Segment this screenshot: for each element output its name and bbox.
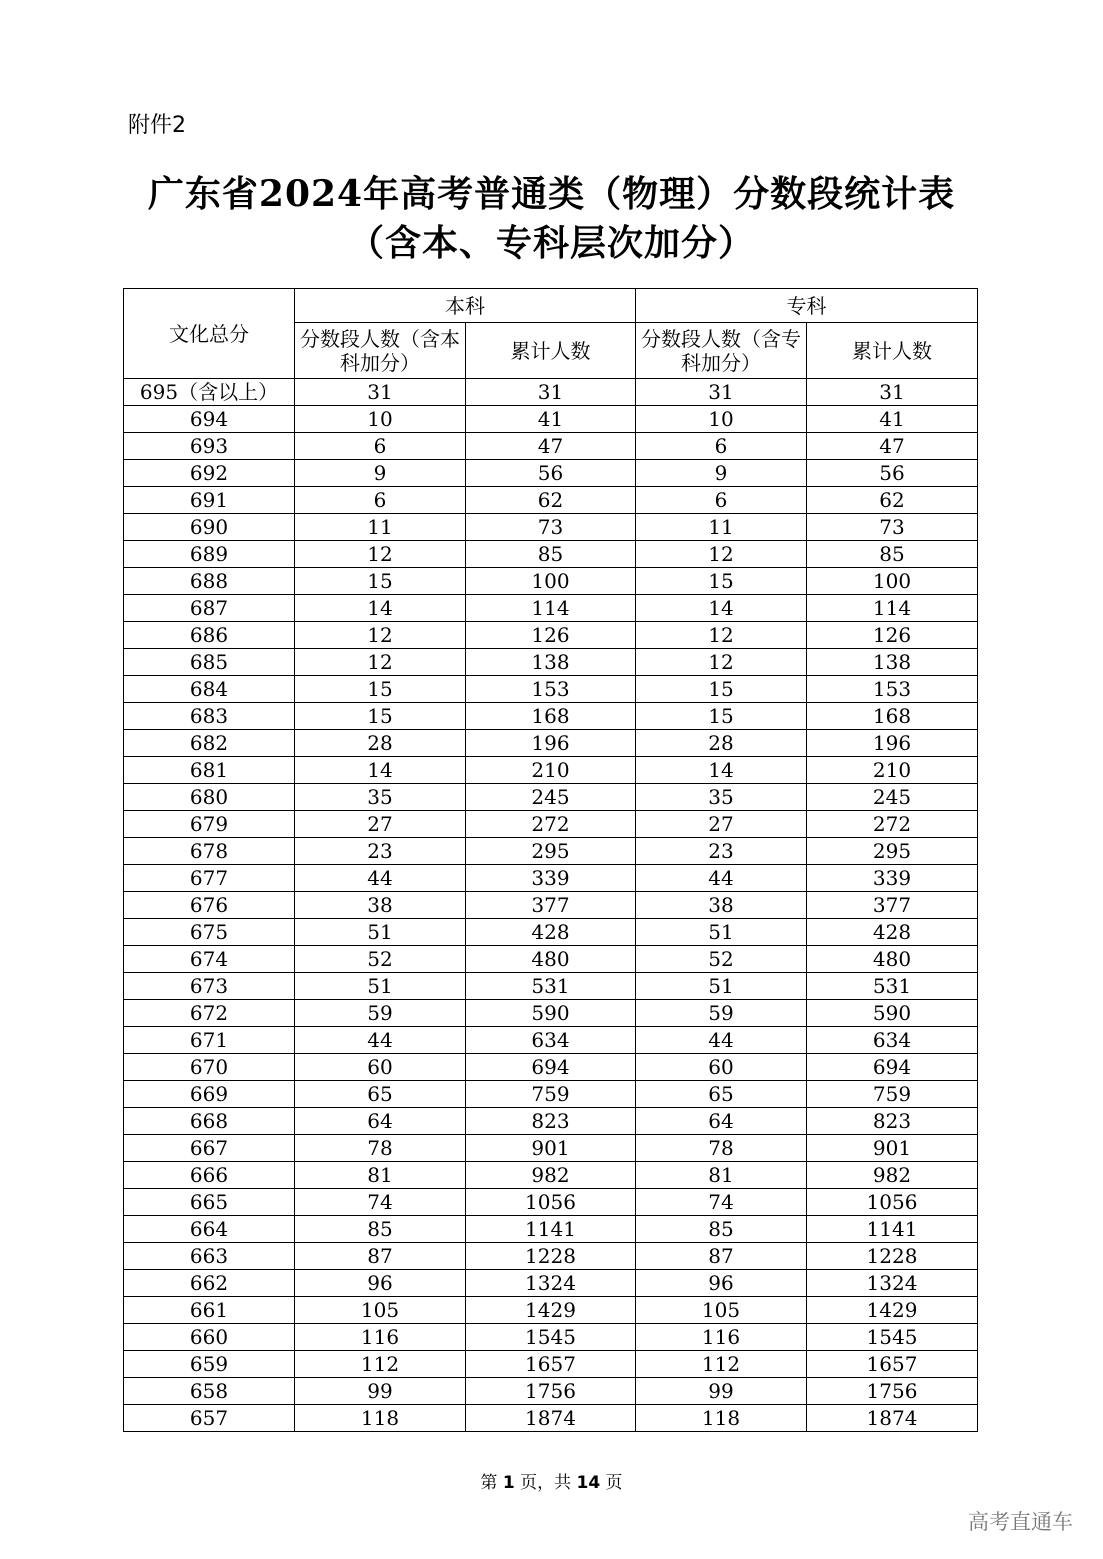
cell-undergrad-cumulative: 56 (466, 460, 636, 487)
cell-junior-count: 14 (636, 757, 807, 784)
cell-undergrad-count: 12 (295, 649, 466, 676)
cell-score: 682 (124, 730, 295, 757)
cell-undergrad-cumulative: 1056 (466, 1189, 636, 1216)
cell-junior-cumulative: 1756 (807, 1378, 978, 1405)
cell-junior-cumulative: 1874 (807, 1405, 978, 1432)
table-row (124, 1405, 978, 1432)
cell-junior-count: 81 (636, 1162, 807, 1189)
cell-junior-cumulative: 1429 (807, 1297, 978, 1324)
cell-junior-cumulative: 62 (807, 487, 978, 514)
cell-junior-count: 74 (636, 1189, 807, 1216)
attachment-label: 附件2 (128, 113, 186, 138)
table-row (124, 757, 978, 784)
cell-junior-count: 12 (636, 649, 807, 676)
cell-junior-count: 105 (636, 1297, 807, 1324)
cell-undergrad-count: 81 (295, 1162, 466, 1189)
cell-score: 663 (124, 1243, 295, 1270)
page-total: 14 (576, 1473, 601, 1493)
cell-undergrad-cumulative: 982 (466, 1162, 636, 1189)
cell-undergrad-count: 14 (295, 595, 466, 622)
cell-undergrad-cumulative: 694 (466, 1054, 636, 1081)
table-row (124, 730, 978, 757)
cell-score: 662 (124, 1270, 295, 1297)
cell-junior-count: 31 (636, 379, 807, 406)
table-row (124, 649, 978, 676)
cell-junior-count: 11 (636, 514, 807, 541)
cell-score: 688 (124, 568, 295, 595)
cell-undergrad-cumulative: 634 (466, 1027, 636, 1054)
cell-junior-cumulative: 168 (807, 703, 978, 730)
cell-undergrad-cumulative: 339 (466, 865, 636, 892)
cell-score: 690 (124, 514, 295, 541)
cell-undergrad-count: 38 (295, 892, 466, 919)
cell-undergrad-count: 105 (295, 1297, 466, 1324)
cell-score: 693 (124, 433, 295, 460)
cell-undergrad-cumulative: 126 (466, 622, 636, 649)
cell-junior-cumulative: 377 (807, 892, 978, 919)
table-row (124, 838, 978, 865)
cell-score: 660 (124, 1324, 295, 1351)
cell-junior-count: 15 (636, 568, 807, 595)
cell-score: 677 (124, 865, 295, 892)
cell-score: 659 (124, 1351, 295, 1378)
cell-score: 684 (124, 676, 295, 703)
cell-junior-count: 6 (636, 487, 807, 514)
cell-score: 675 (124, 919, 295, 946)
cell-junior-cumulative: 153 (807, 676, 978, 703)
cell-junior-count: 9 (636, 460, 807, 487)
cell-junior-cumulative: 982 (807, 1162, 978, 1189)
cell-undergrad-count: 10 (295, 406, 466, 433)
cell-undergrad-count: 118 (295, 1405, 466, 1432)
cell-undergrad-cumulative: 196 (466, 730, 636, 757)
table-row (124, 1270, 978, 1297)
table-row (124, 406, 978, 433)
table-row (124, 487, 978, 514)
cell-undergrad-count: 6 (295, 487, 466, 514)
cell-score: 689 (124, 541, 295, 568)
cell-undergrad-count: 112 (295, 1351, 466, 1378)
cell-score: 669 (124, 1081, 295, 1108)
cell-undergrad-count: 15 (295, 568, 466, 595)
cell-junior-count: 87 (636, 1243, 807, 1270)
cell-score: 661 (124, 1297, 295, 1324)
cell-junior-cumulative: 634 (807, 1027, 978, 1054)
cell-junior-cumulative: 1056 (807, 1189, 978, 1216)
cell-undergrad-count: 116 (295, 1324, 466, 1351)
table-row (124, 1135, 978, 1162)
cell-junior-count: 6 (636, 433, 807, 460)
cell-score: 694 (124, 406, 295, 433)
cell-junior-count: 15 (636, 703, 807, 730)
cell-junior-cumulative: 759 (807, 1081, 978, 1108)
cell-junior-count: 96 (636, 1270, 807, 1297)
cell-score: 695（含以上） (124, 379, 295, 406)
cell-junior-count: 23 (636, 838, 807, 865)
table-row (124, 595, 978, 622)
cell-score: 674 (124, 946, 295, 973)
table-row (124, 784, 978, 811)
cell-undergrad-cumulative: 901 (466, 1135, 636, 1162)
cell-score: 686 (124, 622, 295, 649)
header-score: 文化总分 (124, 289, 295, 379)
cell-undergrad-cumulative: 272 (466, 811, 636, 838)
cell-undergrad-cumulative: 1874 (466, 1405, 636, 1432)
cell-undergrad-count: 15 (295, 703, 466, 730)
table-row (124, 1378, 978, 1405)
page-number: 1 (502, 1473, 515, 1493)
cell-undergrad-cumulative: 62 (466, 487, 636, 514)
cell-score: 678 (124, 838, 295, 865)
cell-score: 691 (124, 487, 295, 514)
cell-junior-count: 12 (636, 541, 807, 568)
cell-junior-count: 28 (636, 730, 807, 757)
cell-junior-count: 65 (636, 1081, 807, 1108)
cell-score: 676 (124, 892, 295, 919)
page-title: 广东省2024年高考普通类（物理）分数段统计表 (147, 173, 956, 215)
cell-undergrad-count: 65 (295, 1081, 466, 1108)
cell-score: 681 (124, 757, 295, 784)
cell-junior-count: 85 (636, 1216, 807, 1243)
table-row (124, 919, 978, 946)
cell-junior-count: 78 (636, 1135, 807, 1162)
cell-score: 657 (124, 1405, 295, 1432)
cell-junior-count: 52 (636, 946, 807, 973)
cell-undergrad-cumulative: 1324 (466, 1270, 636, 1297)
table-row (124, 1054, 978, 1081)
cell-undergrad-count: 14 (295, 757, 466, 784)
cell-score: 680 (124, 784, 295, 811)
cell-junior-cumulative: 47 (807, 433, 978, 460)
table-row (124, 379, 978, 406)
table-row (124, 811, 978, 838)
cell-junior-cumulative: 823 (807, 1108, 978, 1135)
cell-junior-cumulative: 1657 (807, 1351, 978, 1378)
table-row (124, 541, 978, 568)
cell-undergrad-cumulative: 73 (466, 514, 636, 541)
cell-undergrad-count: 9 (295, 460, 466, 487)
cell-undergrad-cumulative: 295 (466, 838, 636, 865)
cell-junior-count: 51 (636, 973, 807, 1000)
cell-junior-cumulative: 41 (807, 406, 978, 433)
cell-undergrad-count: 11 (295, 514, 466, 541)
cell-undergrad-cumulative: 153 (466, 676, 636, 703)
cell-score: 667 (124, 1135, 295, 1162)
cell-undergrad-cumulative: 759 (466, 1081, 636, 1108)
cell-score: 668 (124, 1108, 295, 1135)
table-row (124, 622, 978, 649)
cell-junior-count: 99 (636, 1378, 807, 1405)
cell-junior-cumulative: 126 (807, 622, 978, 649)
cell-junior-cumulative: 1324 (807, 1270, 978, 1297)
cell-score: 658 (124, 1378, 295, 1405)
table-row (124, 1243, 978, 1270)
cell-score: 685 (124, 649, 295, 676)
cell-junior-count: 14 (636, 595, 807, 622)
cell-undergrad-count: 99 (295, 1378, 466, 1405)
header-junior-cumulative: 累计人数 (807, 323, 978, 379)
cell-junior-cumulative: 245 (807, 784, 978, 811)
page-footer: 第 1 页，共 14 页 (480, 1473, 623, 1493)
table-row (124, 1351, 978, 1378)
cell-junior-cumulative: 1228 (807, 1243, 978, 1270)
cell-junior-cumulative: 210 (807, 757, 978, 784)
table-row (124, 1000, 978, 1027)
header-undergrad: 本科 (295, 289, 636, 323)
cell-junior-cumulative: 1141 (807, 1216, 978, 1243)
cell-undergrad-cumulative: 210 (466, 757, 636, 784)
table-row (124, 1189, 978, 1216)
cell-junior-cumulative: 480 (807, 946, 978, 973)
cell-undergrad-count: 78 (295, 1135, 466, 1162)
cell-undergrad-count: 6 (295, 433, 466, 460)
cell-undergrad-cumulative: 1756 (466, 1378, 636, 1405)
cell-undergrad-count: 60 (295, 1054, 466, 1081)
cell-junior-cumulative: 56 (807, 460, 978, 487)
cell-undergrad-cumulative: 1429 (466, 1297, 636, 1324)
cell-undergrad-count: 23 (295, 838, 466, 865)
cell-undergrad-cumulative: 590 (466, 1000, 636, 1027)
cell-junior-count: 51 (636, 919, 807, 946)
table-body (124, 379, 978, 1432)
cell-junior-cumulative: 100 (807, 568, 978, 595)
cell-junior-count: 44 (636, 1027, 807, 1054)
cell-junior-count: 38 (636, 892, 807, 919)
cell-undergrad-count: 64 (295, 1108, 466, 1135)
table-row (124, 460, 978, 487)
cell-undergrad-cumulative: 1141 (466, 1216, 636, 1243)
cell-undergrad-cumulative: 31 (466, 379, 636, 406)
table-row (124, 1027, 978, 1054)
cell-undergrad-cumulative: 245 (466, 784, 636, 811)
cell-undergrad-count: 44 (295, 865, 466, 892)
cell-undergrad-cumulative: 41 (466, 406, 636, 433)
watermark: 高考直通车 (968, 1510, 1073, 1534)
cell-undergrad-cumulative: 85 (466, 541, 636, 568)
table-row (124, 514, 978, 541)
cell-junior-count: 15 (636, 676, 807, 703)
cell-junior-cumulative: 85 (807, 541, 978, 568)
cell-junior-count: 64 (636, 1108, 807, 1135)
cell-undergrad-count: 74 (295, 1189, 466, 1216)
table-row (124, 1324, 978, 1351)
cell-junior-count: 35 (636, 784, 807, 811)
cell-undergrad-cumulative: 114 (466, 595, 636, 622)
cell-undergrad-count: 96 (295, 1270, 466, 1297)
cell-undergrad-cumulative: 377 (466, 892, 636, 919)
table-row (124, 676, 978, 703)
cell-junior-cumulative: 694 (807, 1054, 978, 1081)
cell-score: 683 (124, 703, 295, 730)
header-junior: 专科 (636, 289, 978, 323)
cell-undergrad-count: 85 (295, 1216, 466, 1243)
cell-undergrad-cumulative: 480 (466, 946, 636, 973)
cell-junior-count: 59 (636, 1000, 807, 1027)
header-junior-count: 分数段人数（含专科加分） (636, 323, 807, 379)
cell-junior-cumulative: 196 (807, 730, 978, 757)
cell-junior-cumulative: 339 (807, 865, 978, 892)
cell-undergrad-count: 35 (295, 784, 466, 811)
cell-undergrad-count: 27 (295, 811, 466, 838)
cell-undergrad-count: 59 (295, 1000, 466, 1027)
cell-junior-count: 116 (636, 1324, 807, 1351)
cell-undergrad-cumulative: 138 (466, 649, 636, 676)
table-row (124, 1081, 978, 1108)
cell-junior-count: 118 (636, 1405, 807, 1432)
cell-undergrad-cumulative: 1545 (466, 1324, 636, 1351)
page-subtitle: （含本、专科层次加分） (347, 222, 755, 264)
cell-junior-cumulative: 295 (807, 838, 978, 865)
table-row (124, 892, 978, 919)
cell-undergrad-count: 44 (295, 1027, 466, 1054)
cell-undergrad-count: 28 (295, 730, 466, 757)
header-undergrad-count: 分数段人数（含本科加分） (295, 323, 466, 379)
cell-junior-count: 10 (636, 406, 807, 433)
cell-undergrad-count: 15 (295, 676, 466, 703)
cell-undergrad-count: 12 (295, 541, 466, 568)
cell-junior-cumulative: 590 (807, 1000, 978, 1027)
table-row (124, 1216, 978, 1243)
cell-score: 679 (124, 811, 295, 838)
cell-junior-cumulative: 428 (807, 919, 978, 946)
table-row (124, 973, 978, 1000)
cell-undergrad-cumulative: 428 (466, 919, 636, 946)
table-row (124, 865, 978, 892)
table-row (124, 1108, 978, 1135)
cell-junior-cumulative: 531 (807, 973, 978, 1000)
table-row (124, 1297, 978, 1324)
cell-undergrad-cumulative: 100 (466, 568, 636, 595)
cell-undergrad-cumulative: 1228 (466, 1243, 636, 1270)
cell-junior-cumulative: 1545 (807, 1324, 978, 1351)
cell-junior-count: 60 (636, 1054, 807, 1081)
header-undergrad-cumulative: 累计人数 (466, 323, 636, 379)
cell-score: 671 (124, 1027, 295, 1054)
cell-junior-count: 112 (636, 1351, 807, 1378)
cell-junior-cumulative: 73 (807, 514, 978, 541)
table-row (124, 433, 978, 460)
table-row (124, 946, 978, 973)
cell-undergrad-count: 31 (295, 379, 466, 406)
cell-score: 665 (124, 1189, 295, 1216)
cell-undergrad-count: 51 (295, 919, 466, 946)
cell-undergrad-count: 12 (295, 622, 466, 649)
table-row (124, 1162, 978, 1189)
cell-score: 670 (124, 1054, 295, 1081)
cell-score: 687 (124, 595, 295, 622)
cell-junior-cumulative: 114 (807, 595, 978, 622)
table-row (124, 568, 978, 595)
cell-junior-cumulative: 31 (807, 379, 978, 406)
cell-undergrad-cumulative: 531 (466, 973, 636, 1000)
cell-undergrad-cumulative: 168 (466, 703, 636, 730)
cell-junior-count: 27 (636, 811, 807, 838)
cell-junior-cumulative: 901 (807, 1135, 978, 1162)
cell-undergrad-count: 87 (295, 1243, 466, 1270)
cell-undergrad-cumulative: 47 (466, 433, 636, 460)
cell-undergrad-count: 51 (295, 973, 466, 1000)
score-distribution-table (123, 288, 978, 1432)
cell-score: 672 (124, 1000, 295, 1027)
table-row (124, 703, 978, 730)
cell-undergrad-cumulative: 1657 (466, 1351, 636, 1378)
cell-undergrad-count: 52 (295, 946, 466, 973)
cell-score: 692 (124, 460, 295, 487)
cell-junior-cumulative: 138 (807, 649, 978, 676)
cell-junior-cumulative: 272 (807, 811, 978, 838)
cell-undergrad-cumulative: 823 (466, 1108, 636, 1135)
cell-score: 666 (124, 1162, 295, 1189)
cell-junior-count: 44 (636, 865, 807, 892)
cell-junior-count: 12 (636, 622, 807, 649)
cell-score: 664 (124, 1216, 295, 1243)
cell-score: 673 (124, 973, 295, 1000)
